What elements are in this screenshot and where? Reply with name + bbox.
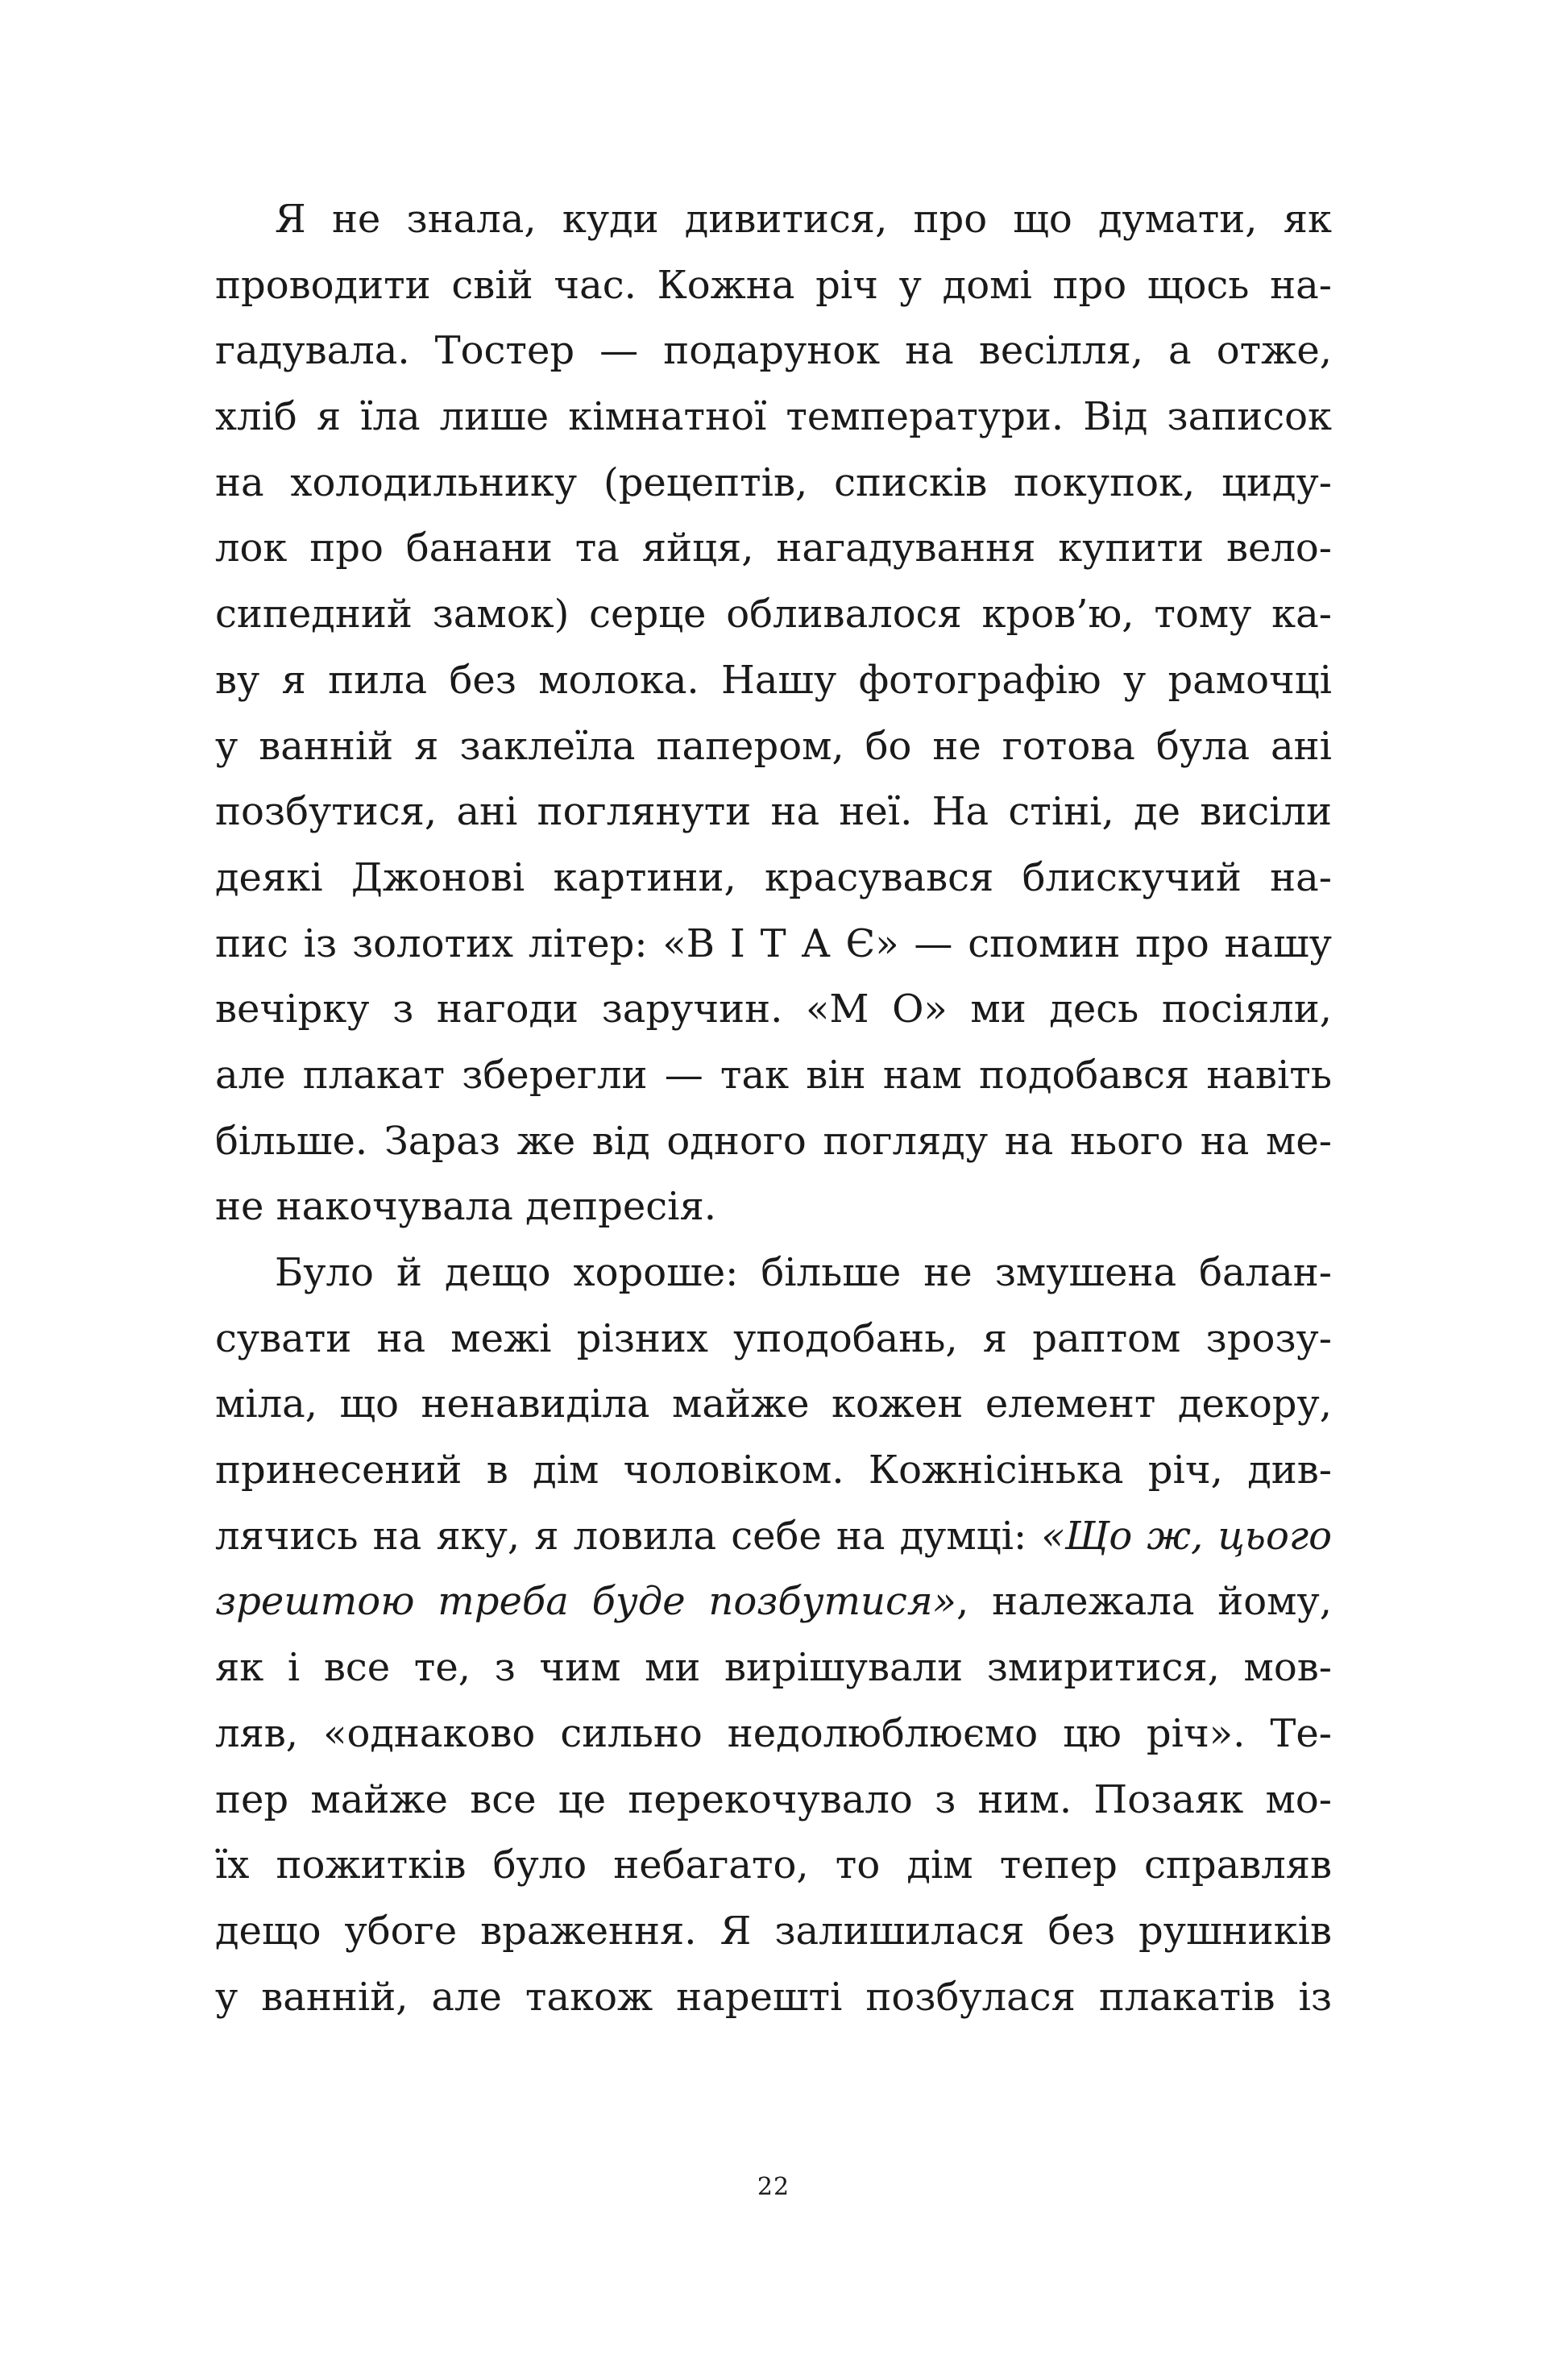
text-line: сипедний замок) серце обливалося кров’ю, тому ка- bbox=[215, 592, 1332, 638]
body-text bbox=[215, 187, 1332, 2030]
text-line: позбутися, ані поглянути на неї. На стіні, де висіли bbox=[215, 789, 1332, 835]
text-line: хліб я їла лише кімнатної температури. Від записок bbox=[215, 394, 1332, 440]
text-line: дещо убоге враження. Я залишилася без рушників bbox=[215, 1908, 1332, 1954]
text-line: сувати на межі різних уподобань, я раптом зрозу- bbox=[215, 1315, 1332, 1361]
text-line: вечірку з нагоди заручин. «М О» ми десь посіяли, bbox=[215, 986, 1332, 1032]
text-line: у ванній, але також нарешті позбулася плакатів із bbox=[215, 1974, 1332, 2020]
text-line: їх пожитків було небагато, то дім тепер справляв bbox=[215, 1842, 1332, 1888]
text-line: на холодильнику (рецептів, списків покупок, циду- bbox=[215, 459, 1332, 505]
italic-quote: «Що ж, цього bbox=[1041, 1513, 1332, 1559]
text-line: Було й дещо хороше: більше не змушена балан- bbox=[275, 1250, 1332, 1295]
text-line: ляв, «однаково сильно недолюблюємо цю річ». Те- bbox=[215, 1710, 1332, 1756]
text-line: проводити свій час. Кожна річ у домі про щось на- bbox=[215, 262, 1332, 308]
text-line: Я не знала, куди дивитися, про що думати, як bbox=[275, 197, 1332, 242]
text-line: ву я пила без молока. Нашу фотографію у рамочці bbox=[215, 657, 1332, 703]
text-segment: , належала йому, bbox=[956, 1579, 1333, 1625]
text-line: лок про банани та яйця, нагадування купити вело- bbox=[215, 525, 1332, 571]
text-line: міла, що ненавиділа майже кожен елемент декору, bbox=[215, 1381, 1332, 1427]
page-number: 22 bbox=[757, 2173, 790, 2201]
text-line: принесений в дім чоловіком. Кожнісінька річ, див- bbox=[215, 1448, 1332, 1493]
text-line bbox=[215, 1569, 1332, 1635]
text-line: у ванній я заклеїла папером, бо не готова була ані bbox=[215, 723, 1332, 769]
text-line: пис із золотих літер: «В І Т А Є» — спомин про нашу bbox=[215, 920, 1332, 966]
text-line: гадувала. Тостер — подарунок на весілля, а отже, bbox=[215, 328, 1332, 374]
text-line: як і все те, з чим ми вирішували змиритися, мов- bbox=[215, 1645, 1332, 1691]
text-line: деякі Джонові картини, красувався блискучий на- bbox=[215, 854, 1332, 900]
text-line: не накочувала депресія. bbox=[215, 1184, 717, 1230]
text-line bbox=[215, 1504, 1332, 1570]
text-line: пер майже все це перекочувало з ним. Позаяк мо- bbox=[215, 1776, 1332, 1822]
text-line: але плакат зберегли — так він нам подобався навіть bbox=[215, 1052, 1332, 1098]
text-line: більше. Зараз же від одного погляду на нього на ме- bbox=[215, 1118, 1332, 1164]
italic-quote: зрештою треба буде позбутися» bbox=[215, 1579, 957, 1625]
text-segment: лячись на яку, я ловила себе на думці: bbox=[215, 1513, 1042, 1559]
